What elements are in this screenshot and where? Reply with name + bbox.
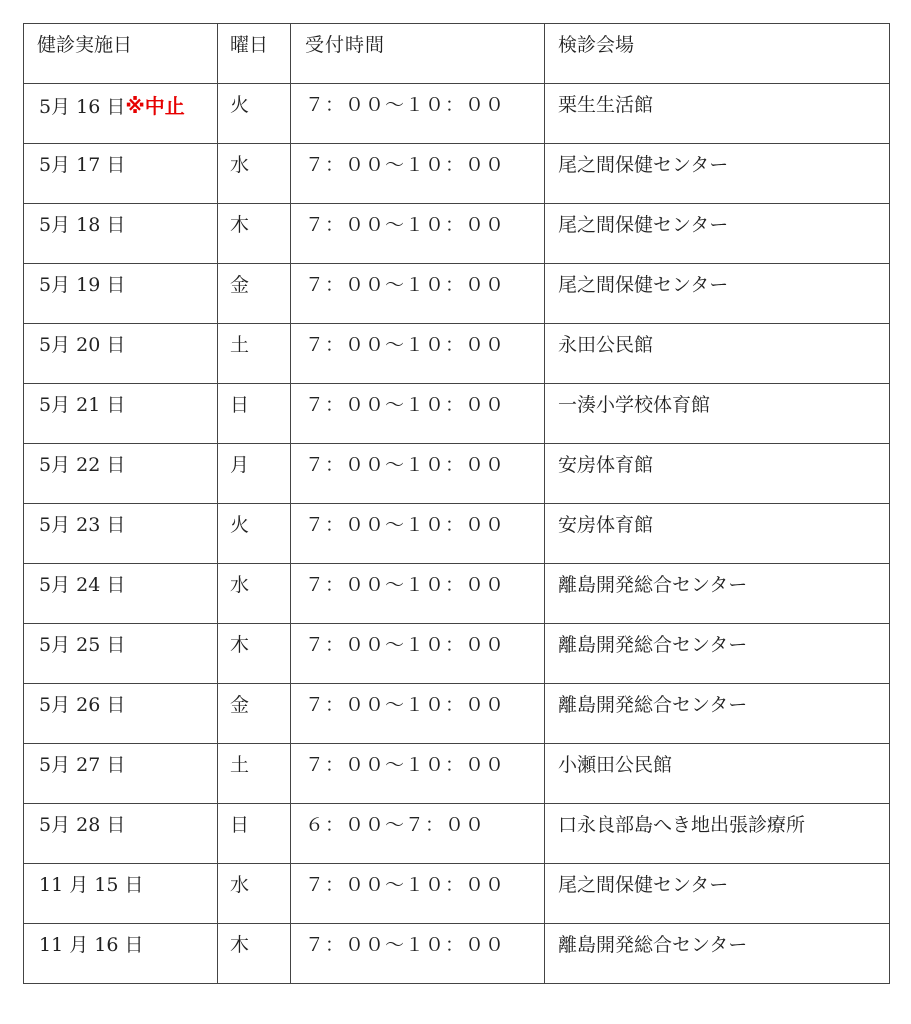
date-text: 5月 16 日 xyxy=(39,96,126,118)
date-cell xyxy=(24,504,218,564)
date-cell xyxy=(24,144,218,204)
date-cell xyxy=(24,684,218,744)
date-text: 5月 21 日 xyxy=(39,394,126,416)
venue-cell: 離島開発総合センター xyxy=(545,564,890,624)
date-cell xyxy=(24,444,218,504)
weekday-cell: 日 xyxy=(218,804,291,864)
table-row xyxy=(24,924,890,984)
date-text: 11 月 15 日 xyxy=(39,874,144,896)
weekday-cell: 日 xyxy=(218,384,291,444)
venue-cell: 離島開発総合センター xyxy=(545,624,890,684)
time-cell: ７：００～１０：００ xyxy=(291,624,545,684)
table-row xyxy=(24,624,890,684)
date-text: 5月 25 日 xyxy=(39,634,126,656)
weekday-cell: 金 xyxy=(218,264,291,324)
table-row xyxy=(24,144,890,204)
table-row xyxy=(24,684,890,744)
date-cell xyxy=(24,624,218,684)
weekday-cell: 木 xyxy=(218,924,291,984)
time-cell: ７：００～１０：００ xyxy=(291,744,545,804)
date-cell xyxy=(24,204,218,264)
weekday-cell: 火 xyxy=(218,504,291,564)
venue-cell: 尾之間保健センター xyxy=(545,144,890,204)
time-cell: ７：００～１０：００ xyxy=(291,864,545,924)
time-cell: ６：００～７：００ xyxy=(291,804,545,864)
weekday-cell: 土 xyxy=(218,744,291,804)
venue-cell: 離島開発総合センター xyxy=(545,684,890,744)
date-text: 5月 24 日 xyxy=(39,574,126,596)
date-text: 11 月 16 日 xyxy=(39,934,144,956)
time-cell: ７：００～１０：００ xyxy=(291,924,545,984)
header-weekday: 曜日 xyxy=(218,24,291,84)
table-row xyxy=(24,264,890,324)
table-row xyxy=(24,204,890,264)
table-row xyxy=(24,804,890,864)
time-cell: ７：００～１０：００ xyxy=(291,84,545,144)
date-cell xyxy=(24,564,218,624)
weekday-cell: 土 xyxy=(218,324,291,384)
time-cell: ７：００～１０：００ xyxy=(291,204,545,264)
weekday-cell: 木 xyxy=(218,204,291,264)
date-cell xyxy=(24,324,218,384)
date-cell xyxy=(24,384,218,444)
header-venue: 検診会場 xyxy=(545,24,890,84)
health-checkup-schedule-table xyxy=(23,23,890,984)
time-cell: ７：００～１０：００ xyxy=(291,384,545,444)
date-text: 5月 27 日 xyxy=(39,754,126,776)
date-text: 5月 28 日 xyxy=(39,814,126,836)
venue-cell: 尾之間保健センター xyxy=(545,864,890,924)
date-text: 5月 19 日 xyxy=(39,274,126,296)
table-row xyxy=(24,384,890,444)
time-cell: ７：００～１０：００ xyxy=(291,444,545,504)
date-cell xyxy=(24,84,218,144)
venue-cell: 一湊小学校体育館 xyxy=(545,384,890,444)
table-row xyxy=(24,744,890,804)
date-text: 5月 20 日 xyxy=(39,334,126,356)
venue-cell: 尾之間保健センター xyxy=(545,204,890,264)
weekday-cell: 月 xyxy=(218,444,291,504)
date-cell xyxy=(24,864,218,924)
time-cell: ７：００～１０：００ xyxy=(291,324,545,384)
weekday-cell: 水 xyxy=(218,144,291,204)
time-cell: ７：００～１０：００ xyxy=(291,264,545,324)
date-text: 5月 18 日 xyxy=(39,214,126,236)
header-time: 受付時間 xyxy=(291,24,545,84)
venue-cell: 栗生生活館 xyxy=(545,84,890,144)
venue-cell: 口永良部島へき地出張診療所 xyxy=(545,804,890,864)
venue-cell: 安房体育館 xyxy=(545,444,890,504)
table-row xyxy=(24,504,890,564)
cancelled-note: ※中止 xyxy=(125,94,185,118)
table-row xyxy=(24,444,890,504)
venue-cell: 尾之間保健センター xyxy=(545,264,890,324)
table-row xyxy=(24,564,890,624)
date-cell xyxy=(24,924,218,984)
weekday-cell: 火 xyxy=(218,84,291,144)
venue-cell: 離島開発総合センター xyxy=(545,924,890,984)
date-text: 5月 26 日 xyxy=(39,694,126,716)
table-row xyxy=(24,864,890,924)
date-text: 5月 22 日 xyxy=(39,454,126,476)
time-cell: ７：００～１０：００ xyxy=(291,144,545,204)
weekday-cell: 金 xyxy=(218,684,291,744)
venue-cell: 小瀬田公民館 xyxy=(545,744,890,804)
table-header-row xyxy=(24,24,890,84)
header-date: 健診実施日 xyxy=(24,24,218,84)
table-row xyxy=(24,324,890,384)
date-cell xyxy=(24,264,218,324)
weekday-cell: 水 xyxy=(218,864,291,924)
date-cell xyxy=(24,804,218,864)
time-cell: ７：００～１０：００ xyxy=(291,504,545,564)
venue-cell: 永田公民館 xyxy=(545,324,890,384)
date-cell xyxy=(24,744,218,804)
table-row xyxy=(24,84,890,144)
time-cell: ７：００～１０：００ xyxy=(291,564,545,624)
weekday-cell: 木 xyxy=(218,624,291,684)
venue-cell: 安房体育館 xyxy=(545,504,890,564)
date-text: 5月 17 日 xyxy=(39,154,126,176)
date-text: 5月 23 日 xyxy=(39,514,126,536)
weekday-cell: 水 xyxy=(218,564,291,624)
time-cell: ７：００～１０：００ xyxy=(291,684,545,744)
